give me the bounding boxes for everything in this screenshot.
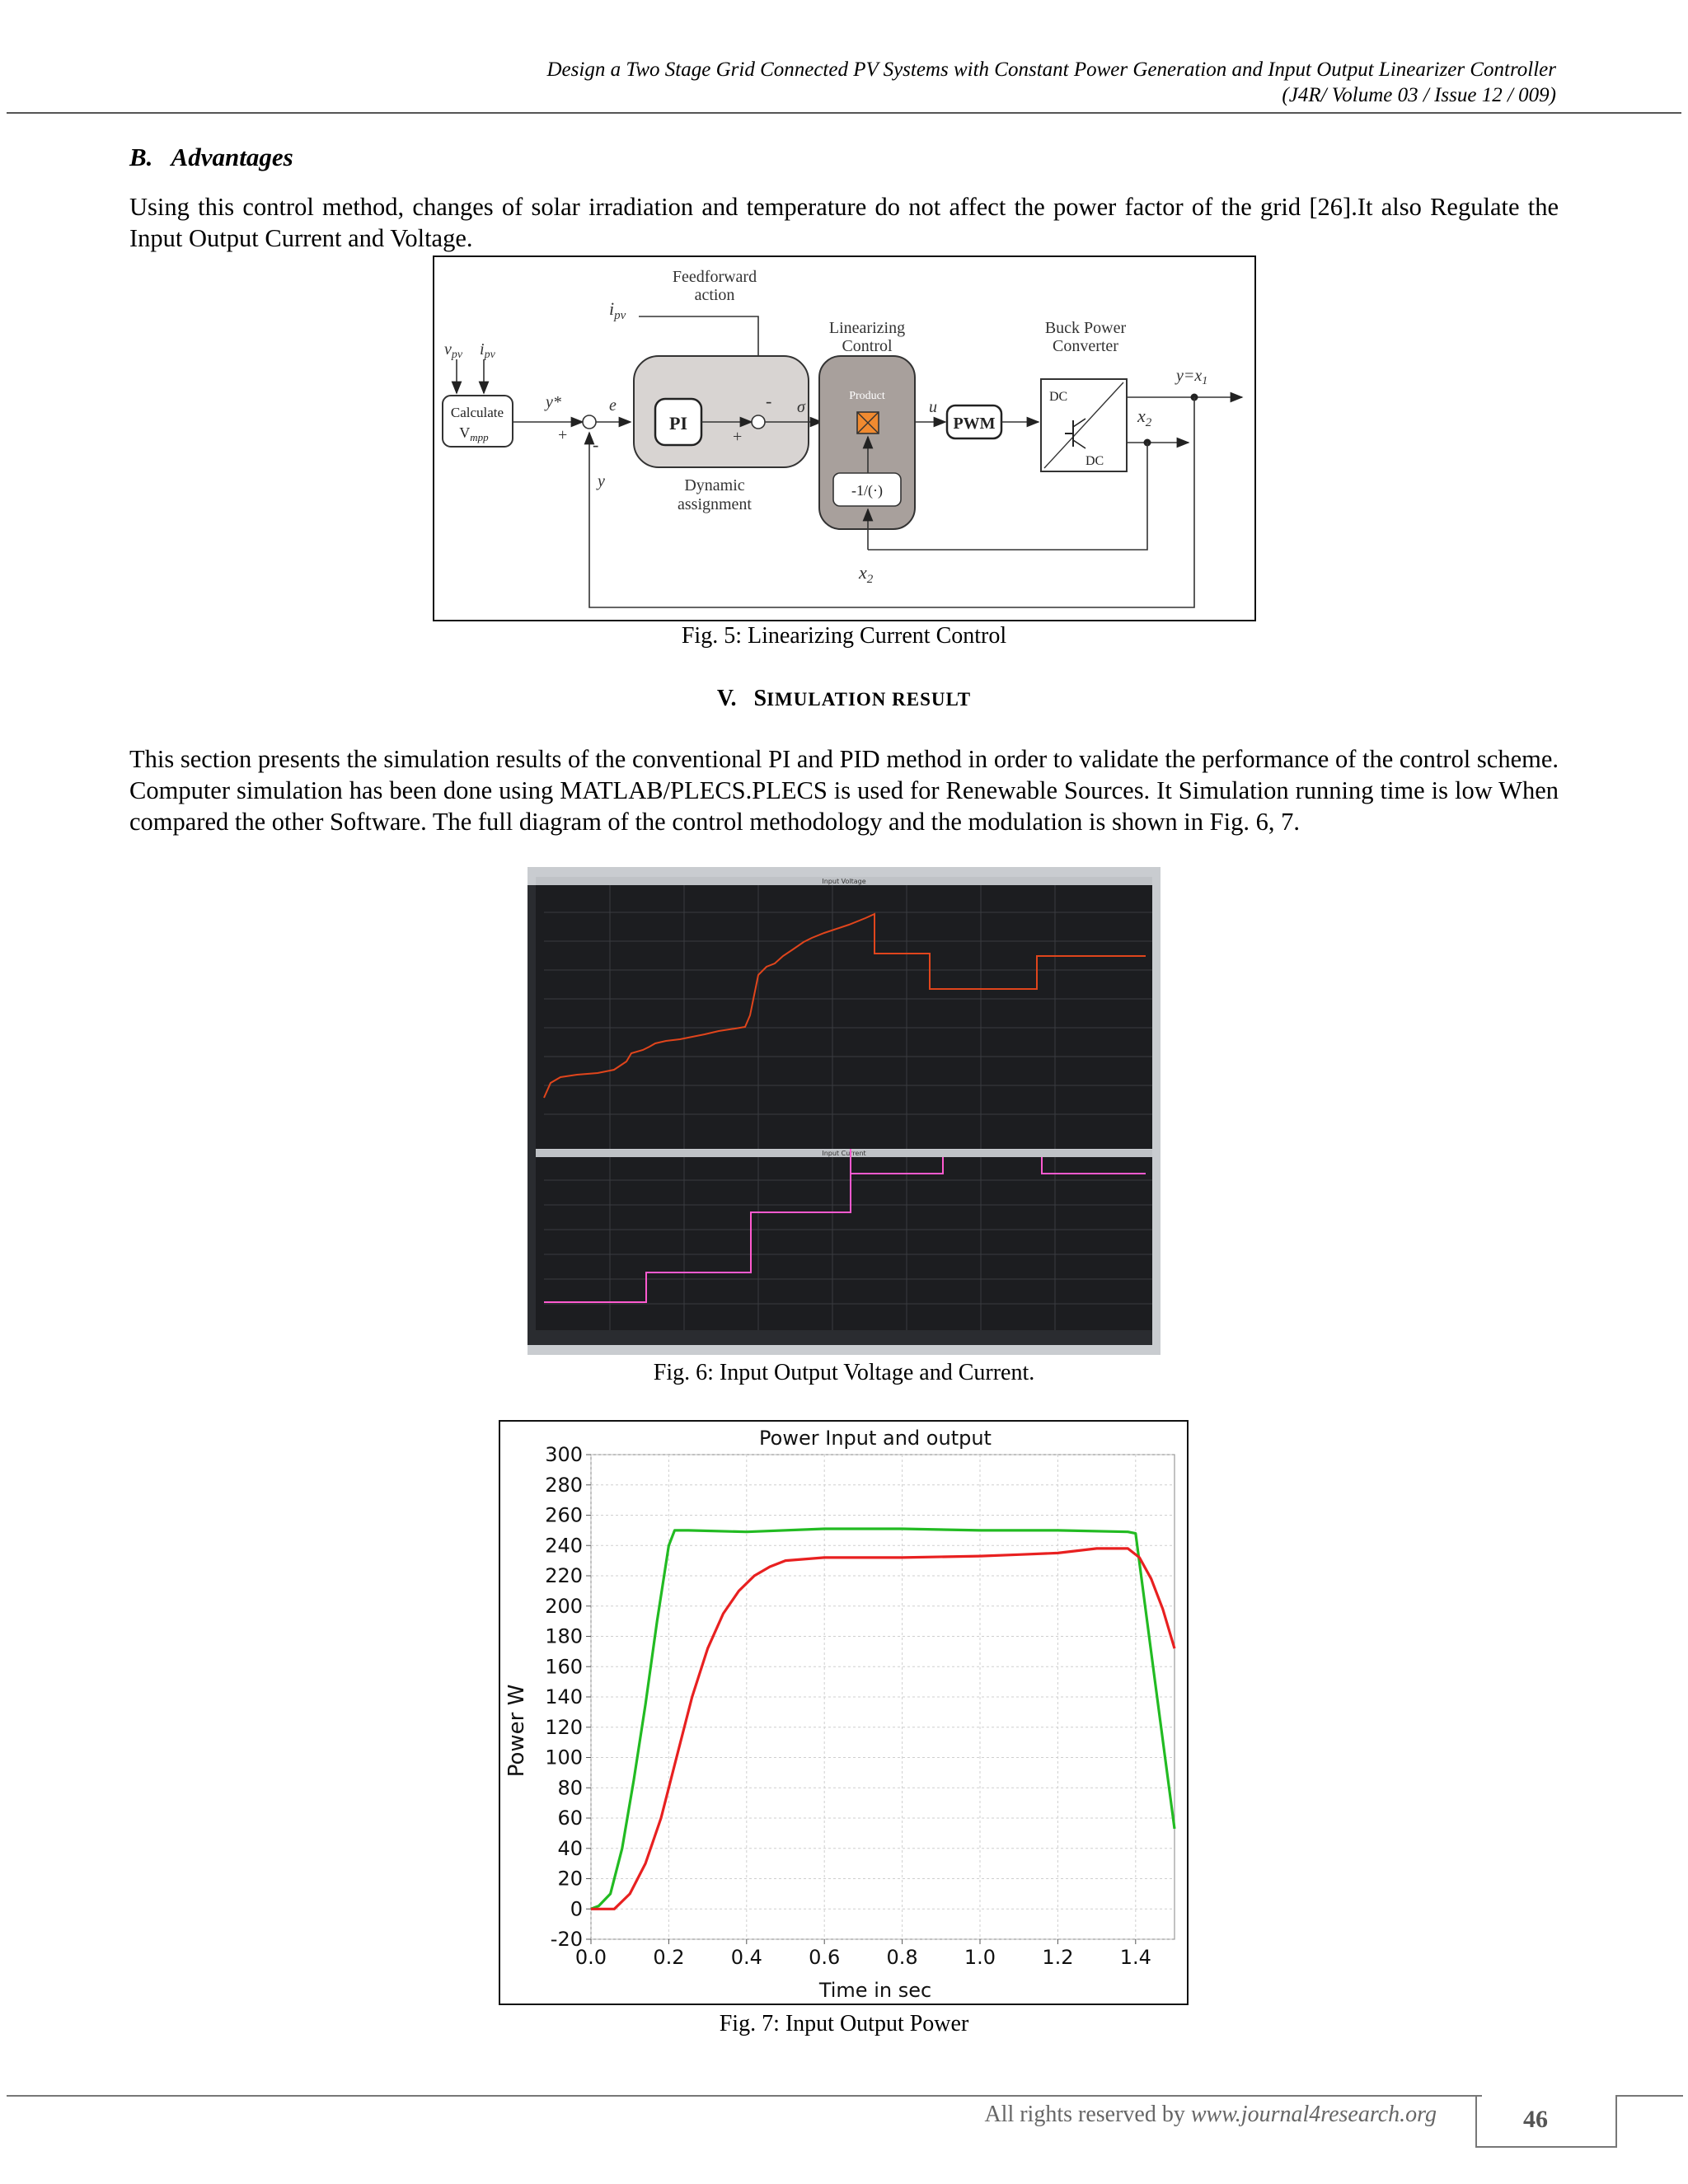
y-tick-label: 100 <box>545 1746 583 1769</box>
x-tick-label: 0.4 <box>730 1946 762 1969</box>
running-header-title: Design a Two Stage Grid Connected PV Systems with Constant Power Generation and Input Output Linearizer Controller <box>546 59 1556 81</box>
chart-xlabel: Time in sec <box>818 1979 932 2002</box>
linearizing-label: Linearizing <box>828 319 906 337</box>
y-tick-label: 0 <box>570 1897 583 1921</box>
x-tick-label: 0.2 <box>653 1946 685 1969</box>
footer-box-right <box>1615 2095 1617 2148</box>
dc-top-label: DC <box>1049 390 1068 404</box>
section-number: V. <box>716 686 737 711</box>
dc-bottom-label: DC <box>1085 454 1104 468</box>
x-tick-label: 1.0 <box>964 1946 996 1969</box>
x2-right-label: $x_2$ <box>1137 405 1152 429</box>
current-panel-title: Input Current <box>822 1150 866 1157</box>
x-tick-label: 1.2 <box>1042 1946 1074 1969</box>
x-tick-label: 1.4 <box>1119 1946 1151 1969</box>
y-tick-label: 160 <box>545 1655 583 1679</box>
y-tick-label: 240 <box>545 1534 583 1558</box>
e-label: e <box>609 396 617 415</box>
y-tick-label: 120 <box>545 1715 583 1739</box>
sum-junction-1 <box>583 415 596 429</box>
control-label: Control <box>842 337 893 355</box>
action-label: action <box>694 286 735 304</box>
sum2-minus: - <box>766 391 772 411</box>
x2-bottom-label: $x_2$ <box>859 562 874 586</box>
footer-box-bottom <box>1475 2146 1615 2148</box>
dynamic-label: Dynamic <box>684 476 745 494</box>
y-tick-label: 80 <box>557 1776 583 1800</box>
footer-site-link[interactable]: www.journal4research.org <box>1190 2102 1437 2127</box>
y-tick-label: 180 <box>545 1624 583 1648</box>
feedforward-label: Feedforward <box>672 268 757 286</box>
fig6-scope-image <box>528 867 1160 1355</box>
section-heading-simulation <box>0 686 1688 712</box>
fig7-power-chart <box>499 1420 1189 2005</box>
voltage-panel <box>536 885 1152 1149</box>
voltage-panel-title: Input Voltage <box>822 878 866 885</box>
converter-label: Converter <box>1053 337 1118 355</box>
y-tick-label: 300 <box>545 1443 583 1466</box>
footer-rights <box>984 2102 1437 2128</box>
y-tick-label: 40 <box>557 1836 583 1860</box>
sum2-plus: + <box>733 428 743 446</box>
sum-junction-2 <box>752 415 765 429</box>
y-tick-label: 140 <box>545 1685 583 1708</box>
page-number: 46 <box>1523 2106 1548 2133</box>
fig7-caption: Fig. 7: Input Output Power <box>719 2011 969 2036</box>
y-tick-label: 60 <box>557 1807 583 1830</box>
simulation-paragraph: This section presents the simulation results of the conventional PI and PID method in order to validate the performance of the control scheme. Computer simulation has been done using MATLAB/PLECS.PLECS is used for Renewable Sources. It Simulation running time is low When compared the other Software. The full diagram of the control methodology and the modulation is shown in Fig. 6, 7. <box>129 745 1559 836</box>
pwm-label: PWM <box>953 415 996 433</box>
section-heading-advantages: B. Advantages <box>129 143 293 171</box>
footer-rights-text: All rights reserved by <box>984 2102 1191 2127</box>
footer-rule <box>7 2095 1482 2097</box>
pi-label: PI <box>669 413 687 434</box>
advantages-paragraph: Using this control method, changes of solar irradiation and temperature do not affect the power factor of the grid [26].It also Regulate the Input Output Current and Voltage. <box>129 193 1559 252</box>
y-label: y <box>598 472 605 490</box>
fig5-caption: Fig. 5: Linearizing Current Control <box>681 623 1007 649</box>
x-tick-label: 0.0 <box>574 1946 607 1969</box>
header-rule <box>7 112 1681 114</box>
section-title-initial: S <box>753 686 767 711</box>
section-title-rest: IMULATION RESULT <box>767 689 972 710</box>
ipv-input-label: $i_{pv}$ <box>480 340 495 361</box>
assignment-label: assignment <box>678 495 752 513</box>
footer-rule-end <box>1617 2095 1683 2097</box>
y-tick-label: 280 <box>545 1473 583 1497</box>
chart-title: Power Input and output <box>759 1427 992 1450</box>
calc-label: Calculate <box>450 405 504 420</box>
chart-ylabel: Power W <box>504 1684 529 1778</box>
vmpp-label: $V_{mpp}$ <box>459 424 489 443</box>
product-label: Product <box>849 390 885 402</box>
y-tick-label: 220 <box>545 1564 583 1587</box>
vpv-input-label: $v_{pv}$ <box>444 340 463 361</box>
x-tick-label: 0.6 <box>809 1946 841 1969</box>
u-label: u <box>929 398 937 416</box>
y-eq-x1-label: $y=x_1$ <box>1176 367 1208 387</box>
y-tick-label: 20 <box>557 1867 583 1891</box>
ipv-label: $i_{pv}$ <box>609 298 626 322</box>
inverse-label: -1/(·) <box>851 482 883 499</box>
sigma-label: σ <box>797 398 805 416</box>
sum1-plus: + <box>558 426 568 444</box>
footer-box-left <box>1475 2095 1477 2148</box>
sum1-minus: - <box>593 434 599 455</box>
fig5-block-diagram <box>433 255 1256 621</box>
fig6-caption: Fig. 6: Input Output Voltage and Current. <box>653 1360 1035 1385</box>
y-tick-label: -20 <box>550 1928 583 1951</box>
ystar-label: y* <box>546 393 561 411</box>
y-tick-label: 200 <box>545 1594 583 1618</box>
buck-label: Buck Power <box>1044 319 1127 337</box>
x-tick-label: 0.8 <box>886 1946 918 1969</box>
y-tick-label: 260 <box>545 1503 583 1527</box>
running-header-volume: (J4R/ Volume 03 / Issue 12 / 009) <box>1282 84 1556 106</box>
